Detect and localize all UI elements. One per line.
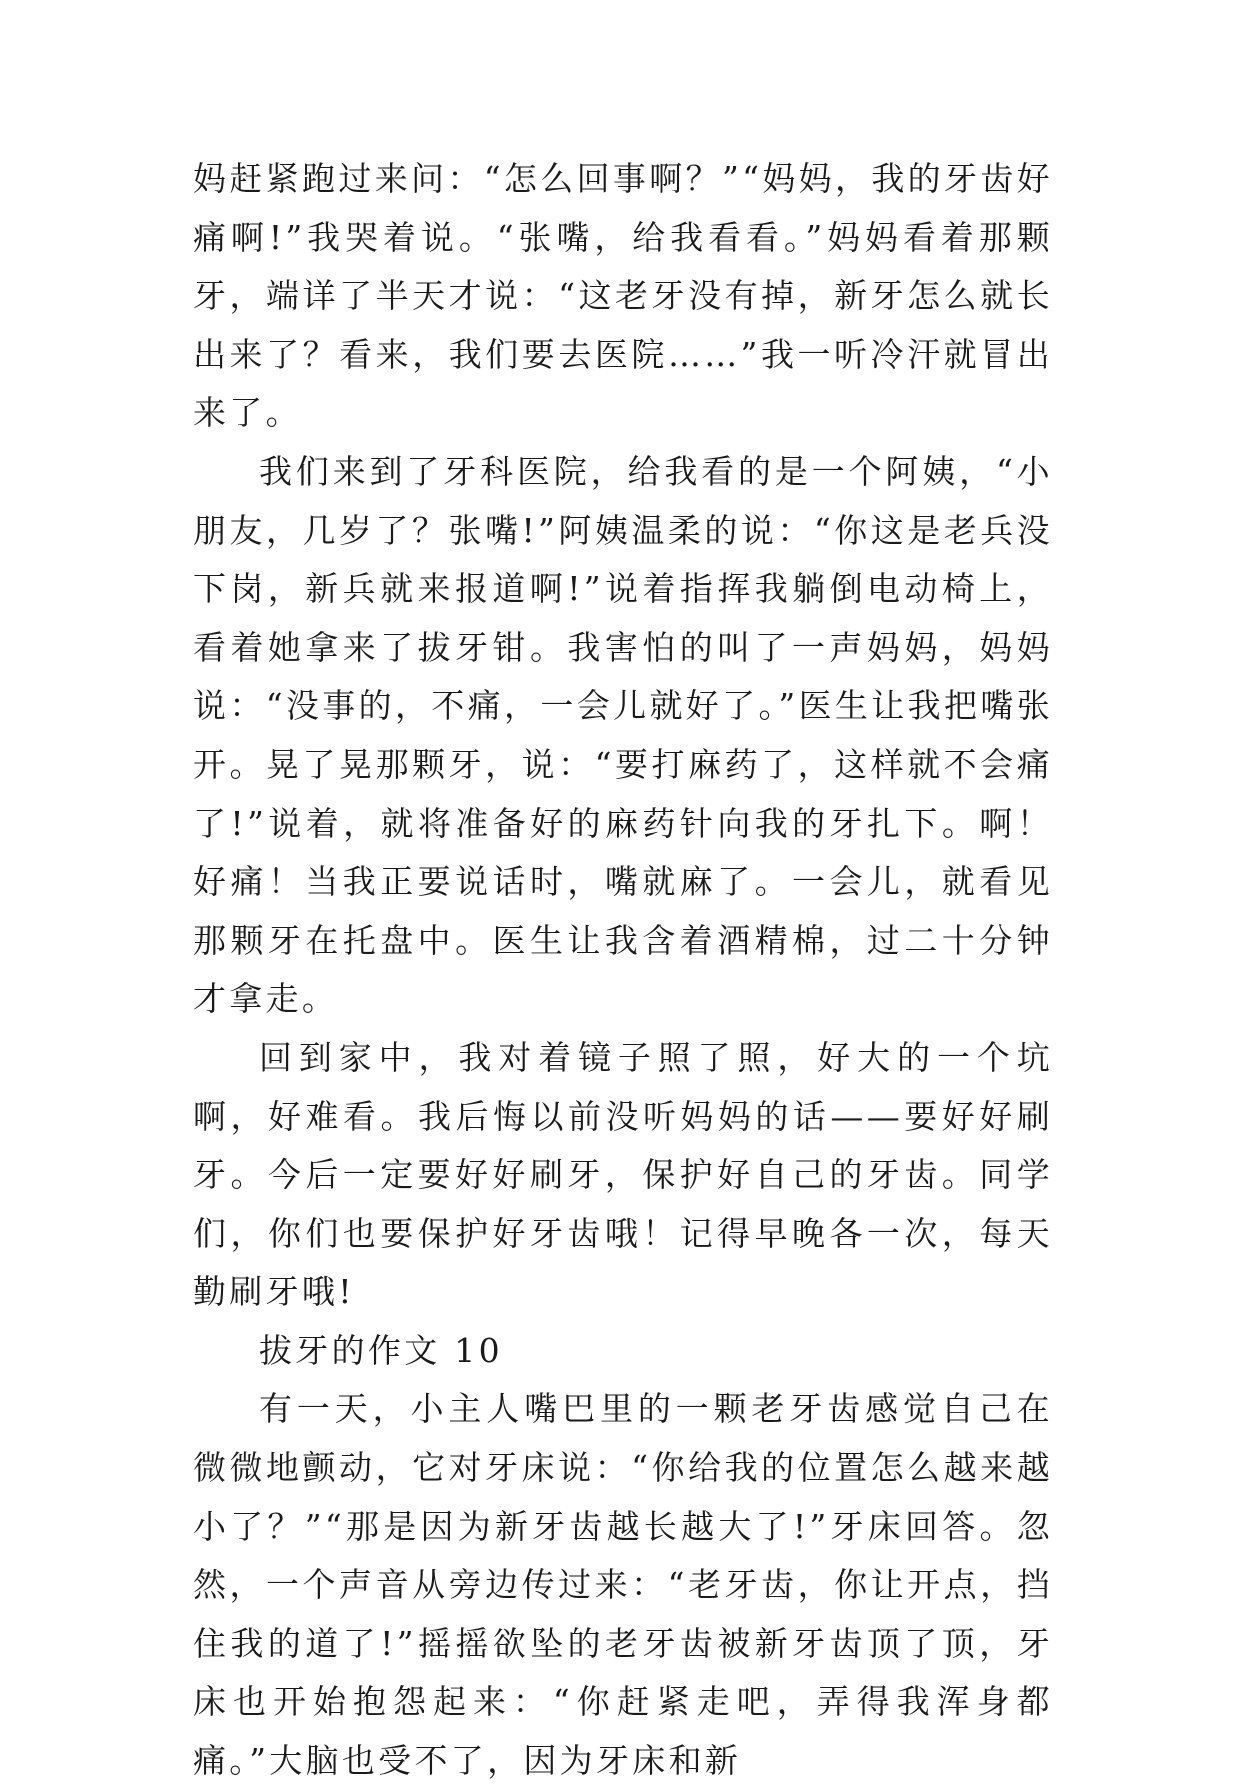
document-body xyxy=(193,150,1053,1791)
paragraph-1: 妈赶紧跑过来问：“怎么回事啊？”“妈妈，我的牙齿好痛啊!”我哭着说。“张嘴，给我看看。”妈妈看着那颗牙，端详了半天才说：“这老牙没有掉，新牙怎么就长出来了？看来，我们要去医院……”我一听冷汗就冒出来了。 xyxy=(193,159,1053,433)
section-heading: 拔牙的作文 10 xyxy=(259,1330,503,1370)
paragraph-3: 回到家中，我对着镜子照了照，好大的一个坑啊，好难看。我后悔以前没听妈妈的话——要好好刷牙。今后一定要好好刷牙，保护好自己的牙齿。同学们，你们也要保护好牙齿哦！记得早晚各一次，每天勤刷牙哦! xyxy=(193,1037,1053,1312)
paragraph-4: 有一天，小主人嘴巴里的一颗老牙齿感觉自己在微微地颤动，它对牙床说：“你给我的位置怎么越来越小了？”“那是因为新牙齿越长越大了!”牙床回答。忽然，一个声音从旁边传过来：“老牙齿，你让开点，挡住我的道了!”摇摇欲坠的老牙齿被新牙齿顶了顶，牙床也开始抱怨起来：“你赶紧走吧，弄得我浑身都痛。”大脑也受不了，因为牙床和新 xyxy=(193,1389,1053,1781)
paragraph-2: 我们来到了牙科医院，给我看的是一个阿姨，“小朋友，几岁了？张嘴!”阿姨温柔的说：“你这是老兵没下岗，新兵就来报道啊!”说着指挥我躺倒电动椅上，看着她拿来了拔牙钳。我害怕的叫了一声妈妈，妈妈说：“没事的，不痛，一会儿就好了。”医生让我把嘴张开。晃了晃那颗牙，说：“要打麻药了，这样就不会痛了!”说着，就将准备好的麻药针向我的牙扎下。啊！好痛！当我正要说话时，嘴就麻了。一会儿，就看见那颗牙在托盘中。医生让我含着酒精棉，过二十分钟才拿走。 xyxy=(193,451,1053,1019)
